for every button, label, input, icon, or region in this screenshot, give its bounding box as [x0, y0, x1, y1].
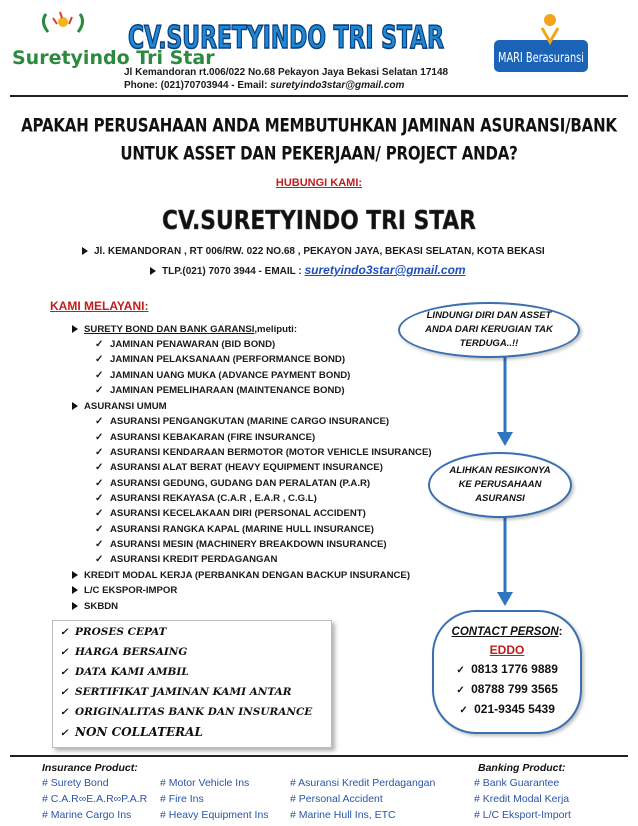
protect-oval	[398, 302, 580, 358]
benefit-text: ORIGINALITAS BANK DAN INSURANCE	[75, 706, 313, 718]
headline-line-1: APAKAH PERUSAHAAN ANDA MEMBUTUHKAN JAMINAN ASURANSI/BANK	[21, 113, 617, 137]
footer-product: # Marine Cargo Ins	[42, 809, 132, 821]
service-item	[95, 462, 383, 473]
check-icon: ✓	[95, 432, 104, 443]
service-item	[95, 385, 345, 396]
service-item	[95, 539, 387, 550]
arrow-down-icon	[497, 592, 513, 606]
footer-product: # Asuransi Kredit Perdagangan	[290, 777, 436, 789]
check-icon: ✓	[95, 385, 104, 396]
benefit-text: PROSES CEPAT	[75, 626, 167, 638]
service-item-text: ASURANSI KECELAKAAN DIRI (PERSONAL ACCIDENT)	[110, 508, 366, 519]
check-icon: ✓	[95, 462, 104, 473]
arrow-bullet-icon	[150, 267, 156, 275]
contact-address-text: Jl. KEMANDORAN , RT 006/RW. 022 NO.68 , PEKAYON JAYA, BEKASI SELATAN, KOTA BEKASI	[94, 246, 545, 257]
service-group-asuransi	[72, 401, 167, 412]
arrow-bullet-icon	[82, 247, 88, 255]
service-item-text: ASURANSI KENDARAAN BERMOTOR (MOTOR VEHICLE INSURANCE)	[110, 447, 432, 458]
phone-text: 08788 799 3565	[471, 682, 558, 696]
surety-title: SURETY BOND DAN BANK GARANSI	[84, 324, 255, 335]
service-item-text: ASURANSI KEBAKARAN (FIRE INSURANCE)	[110, 432, 316, 443]
header-phone: Phone: (021)70703944 - Email:	[124, 80, 271, 91]
contact-us-heading: HUBUNGI KAMI:	[275, 177, 363, 189]
contact-person-box	[432, 610, 582, 734]
header-divider	[10, 95, 628, 97]
logo-right-text: MARI Berasuransi	[498, 51, 584, 66]
service-item-text: ASURANSI ALAT BERAT (HEAVY EQUIPMENT INSURANCE)	[110, 462, 383, 473]
check-icon: ✓	[95, 478, 104, 489]
check-icon: ✓	[95, 354, 104, 365]
contact-email-link[interactable]: suretyindo3star@gmail.com	[304, 263, 466, 277]
service-item	[95, 493, 317, 504]
company-name-large-text: CV.SURETYINDO TRI STAR	[162, 206, 476, 236]
arrow-bullet-icon	[72, 602, 78, 610]
check-icon: ✓	[60, 707, 69, 718]
check-icon: ✓	[95, 416, 104, 427]
service-item	[95, 416, 389, 427]
brand-title	[122, 4, 452, 58]
benefit-item	[60, 725, 203, 739]
brand-title-text: CV.SURETYINDO TRI STAR	[128, 20, 445, 56]
check-icon: ✓	[95, 447, 104, 458]
benefit-text: NON COLLATERAL	[75, 725, 203, 739]
benefit-item	[60, 686, 292, 698]
service-item-other	[72, 601, 118, 612]
service-group-surety	[72, 324, 297, 335]
service-item-text: ASURANSI MESIN (MACHINERY BREAKDOWN INSURANCE)	[110, 539, 387, 550]
service-item	[95, 554, 277, 565]
logo-left-text: Suretyindo Tri Star	[12, 47, 215, 69]
contact-person-title	[452, 624, 563, 640]
services-heading: KAMI MELAYANI:	[50, 299, 149, 313]
headline-line-2: UNTUK ASSET DAN PEKERJAAN/ PROJECT ANDA?	[120, 141, 518, 165]
benefit-text: HARGA BERSAING	[75, 646, 188, 658]
benefit-item	[60, 706, 312, 718]
check-icon: ✓	[60, 647, 69, 658]
arrow-bullet-icon	[72, 586, 78, 594]
benefit-text: SERTIFIKAT JAMINAN KAMI ANTAR	[75, 686, 292, 698]
check-icon: ✓	[95, 493, 104, 504]
arrow-bullet-icon	[72, 402, 78, 410]
check-icon: ✓	[60, 667, 69, 678]
check-icon: ✓	[459, 705, 468, 716]
contact-phone-3[interactable]	[459, 700, 555, 720]
phone-text: 021-9345 5439	[474, 702, 555, 716]
service-item-text: ASURANSI GEDUNG, GUDANG DAN PERALATAN (P.A.R)	[110, 478, 371, 489]
service-item-text: JAMINAN UANG MUKA (ADVANCE PAYMENT BOND)	[110, 370, 351, 381]
contact-person-name: EDDO	[489, 643, 525, 657]
surety-suffix: ,meliputi:	[254, 324, 298, 335]
service-item-other	[72, 570, 410, 581]
mari-berasuransi-logo	[492, 10, 592, 80]
arrow-bullet-icon	[72, 325, 78, 333]
service-item-text: SKBDN	[84, 601, 119, 612]
contact-person-label: CONTACT PERSON	[451, 626, 559, 638]
contact-address	[82, 246, 545, 257]
contact-phone-email	[150, 263, 466, 277]
footer-product: # Personal Accident	[290, 793, 383, 805]
service-item-text: ASURANSI RANGKA KAPAL (MARINE HULL INSURANCE)	[110, 524, 375, 535]
check-icon: ✓	[95, 370, 104, 381]
protect-oval-text: LINDUNGI DIRI DAN ASSET ANDA DARI KERUGIAN TAK TERDUGA..!!	[425, 310, 553, 349]
contact-phone-2[interactable]	[456, 680, 558, 700]
footer-product: # Motor Vehicle Ins	[160, 777, 250, 789]
check-icon: ✓	[456, 685, 465, 696]
footer-product: # Bank Guarantee	[474, 777, 560, 789]
contact-phone-1[interactable]	[456, 660, 558, 680]
insurance-product-heading: Insurance Product:	[42, 762, 138, 774]
shift-risk-oval	[428, 452, 572, 518]
footer-product: # L/C Eksport-Import	[474, 809, 571, 821]
service-item-text: JAMINAN PEMELIHARAAN (MAINTENANCE BOND)	[110, 385, 345, 396]
shift-risk-oval-text: ALIHKAN RESIKONYA KE PERUSAHAAN ASURANSI	[449, 465, 551, 504]
check-icon: ✓	[95, 339, 104, 350]
service-item-text: ASURANSI REKAYASA (C.A.R , E.A.R , C.G.L)	[110, 493, 317, 504]
footer-product: # Surety Bond	[42, 777, 109, 789]
check-icon: ✓	[95, 554, 104, 565]
check-icon: ✓	[60, 687, 69, 698]
arrow-bullet-icon	[72, 571, 78, 579]
footer-product: # Marine Hull Ins, ETC	[290, 809, 396, 821]
benefit-text: DATA KAMI AMBIL	[75, 666, 189, 678]
footer-product: # C.A.R∞E.A.R∞P.A.R	[42, 793, 148, 805]
check-icon: ✓	[60, 728, 69, 739]
company-name-large	[160, 198, 480, 238]
check-icon: ✓	[95, 524, 104, 535]
service-item-other	[72, 585, 177, 596]
benefit-item	[60, 666, 189, 678]
footer-divider	[10, 755, 628, 757]
phone-text: 0813 1776 9889	[471, 662, 558, 676]
service-item-text: KREDIT MODAL KERJA (PERBANKAN DENGAN BACKUP INSURANCE)	[84, 570, 411, 581]
service-item	[95, 370, 350, 381]
banking-product-heading: Banking Product:	[478, 762, 566, 774]
service-item	[95, 508, 366, 519]
benefit-item	[60, 646, 187, 658]
service-item	[95, 432, 315, 443]
check-icon: ✓	[456, 665, 465, 676]
service-item-text: JAMINAN PELAKSANAAN (PERFORMANCE BOND)	[110, 354, 346, 365]
asuransi-title: ASURANSI UMUM	[84, 401, 167, 412]
footer-product: # Heavy Equipment Ins	[160, 809, 269, 821]
service-item-text: L/C EKSPOR-IMPOR	[84, 585, 178, 596]
service-item-text: ASURANSI KREDIT PERDAGANGAN	[110, 554, 278, 565]
check-icon: ✓	[95, 508, 104, 519]
arrow-down-icon	[497, 432, 513, 446]
service-item-text: JAMINAN PENAWARAN (BID BOND)	[110, 339, 276, 350]
contact-phone-text: TLP.(021) 7070 3944 - EMAIL :	[162, 266, 305, 277]
contact-person-colon: :	[558, 626, 563, 638]
header-contact	[124, 80, 404, 91]
service-item	[95, 447, 432, 458]
benefit-item	[60, 626, 166, 638]
footer-product: # Fire Ins	[160, 793, 204, 805]
service-item	[95, 354, 345, 365]
service-item	[95, 339, 275, 350]
footer-product: # Kredit Modal Kerja	[474, 793, 570, 805]
header-email[interactable]: suretyindo3star@gmail.com	[270, 80, 405, 91]
service-item	[95, 524, 374, 535]
check-icon: ✓	[95, 539, 104, 550]
service-item-text: ASURANSI PENGANGKUTAN (MARINE CARGO INSURANCE)	[110, 416, 390, 427]
service-item	[95, 478, 370, 489]
check-icon: ✓	[60, 627, 69, 638]
header-address: Jl Kemandoran rt.006/022 No.68 Pekayon Jaya Bekasi Selatan 17148	[124, 67, 449, 78]
